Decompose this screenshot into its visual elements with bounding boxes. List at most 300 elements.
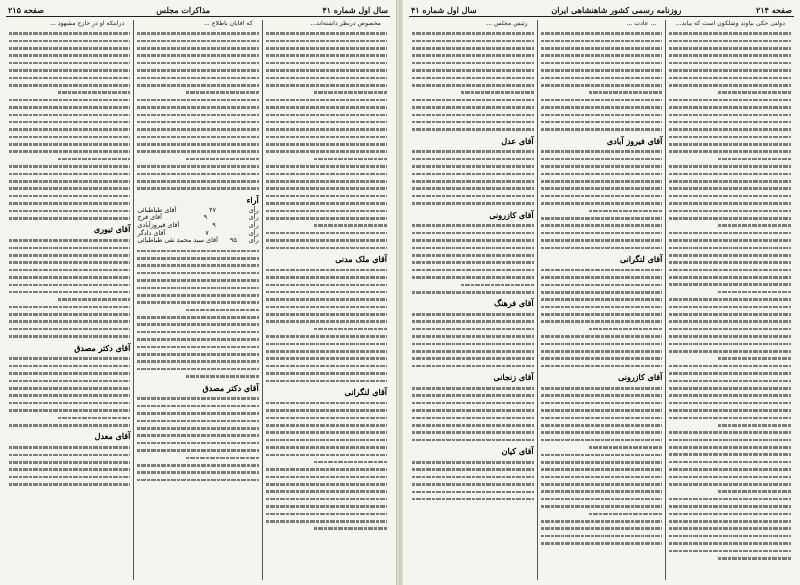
right-column-3-text-e: [412, 387, 534, 441]
text-line: [137, 99, 258, 102]
text-line: [9, 165, 130, 168]
vote-candidate: آقای دادگر: [137, 228, 166, 237]
text-line: [9, 372, 130, 375]
text-line: [266, 505, 387, 508]
text-line: [9, 40, 130, 43]
text-line: [669, 335, 791, 338]
text-line: [669, 69, 791, 72]
text-line: [718, 291, 791, 294]
text-line: [9, 173, 130, 176]
text-line: [541, 69, 663, 72]
right-page-number: صفحه ۲۱۴: [756, 5, 792, 15]
vote-unit: رأی: [248, 213, 259, 222]
text-line: [314, 328, 387, 331]
text-line: [266, 173, 387, 176]
text-line: [137, 301, 258, 304]
text-line: [541, 431, 663, 434]
left-page-issue: سال اول شماره ۴۱: [322, 5, 388, 15]
text-line: [541, 424, 663, 427]
text-line: [137, 434, 258, 437]
text-line: [669, 232, 791, 235]
text-line: [266, 47, 387, 50]
text-line: [266, 335, 387, 338]
text-line: [412, 54, 534, 57]
text-line: [669, 520, 791, 523]
left-column-3-text-d: [9, 446, 130, 486]
text-line: [412, 239, 534, 242]
text-line: [186, 375, 259, 378]
text-line: [669, 468, 791, 471]
text-line: [412, 202, 534, 205]
text-line: [412, 468, 534, 471]
left-column-3-subhead-3: آقای معدل: [94, 431, 131, 442]
text-line: [541, 77, 663, 80]
vote-row: [137, 237, 258, 245]
text-line: [412, 417, 534, 420]
text-line: [669, 84, 791, 87]
text-line: [541, 158, 663, 161]
text-line: [9, 357, 130, 360]
text-line: [137, 397, 258, 400]
left-page-columns: [6, 20, 390, 580]
text-line: [589, 91, 662, 94]
text-line: [718, 158, 791, 161]
text-line: [541, 335, 663, 338]
text-line: [669, 217, 791, 220]
text-line: [541, 284, 663, 287]
text-line: [669, 550, 791, 553]
text-line: [412, 402, 534, 405]
right-column-3-text-a: [412, 32, 534, 131]
text-line: [9, 454, 130, 457]
text-line: [669, 417, 791, 420]
text-line: [412, 365, 534, 368]
text-line: [137, 114, 258, 117]
text-line: [137, 464, 258, 467]
text-line: [58, 91, 131, 94]
text-line: [669, 446, 791, 449]
text-line: [266, 298, 387, 301]
text-line: [137, 47, 258, 50]
text-line: [9, 284, 130, 287]
text-line: [589, 513, 662, 516]
text-line: [669, 40, 791, 43]
text-line: [266, 165, 387, 168]
text-line: [541, 306, 663, 309]
text-line: [669, 62, 791, 65]
right-column-1: [666, 20, 794, 580]
right-column-2-intro: ... عادت ...: [626, 20, 657, 27]
text-line: [541, 439, 663, 442]
text-line: [266, 128, 387, 131]
text-line: [461, 284, 534, 287]
text-line: [137, 264, 258, 267]
right-column-3-text-f: [412, 461, 534, 501]
text-line: [9, 461, 130, 464]
text-line: [412, 343, 534, 346]
text-line: [137, 136, 258, 139]
text-line: [266, 202, 387, 205]
text-line: [9, 402, 130, 405]
text-line: [186, 158, 259, 161]
text-line: [137, 331, 258, 334]
text-line: [541, 173, 663, 176]
text-line: [137, 32, 258, 35]
text-line: [412, 32, 534, 35]
text-line: [718, 91, 791, 94]
text-line: [137, 479, 258, 482]
right-column-3-subhead-4: آقای زنجانی: [493, 372, 534, 383]
text-line: [541, 542, 663, 545]
text-line: [266, 106, 387, 109]
text-line: [541, 150, 663, 153]
text-line: [541, 47, 663, 50]
right-column-3: [409, 20, 538, 580]
text-line: [137, 54, 258, 57]
text-line: [412, 424, 534, 427]
text-line: [541, 498, 663, 501]
text-line: [9, 150, 130, 153]
text-line: [266, 99, 387, 102]
text-line: [314, 224, 387, 227]
text-line: [266, 54, 387, 57]
text-line: [314, 461, 387, 464]
vote-count: ۹: [203, 213, 208, 222]
left-column-1-text-a: [266, 32, 387, 249]
text-line: [266, 217, 387, 220]
text-line: [669, 394, 791, 397]
text-line: [9, 380, 130, 383]
text-line: [541, 276, 663, 279]
text-line: [9, 69, 130, 72]
text-line: [541, 454, 663, 457]
vote-candidate: آقای طباطبائی: [137, 205, 177, 214]
left-column-1-subhead-2: آقای لنگرانی: [344, 386, 387, 397]
left-column-1-intro: مخصوص درنظر داشته‌اند...: [310, 20, 381, 27]
text-line: [137, 77, 258, 80]
right-column-3-intro: رئیس مجلس ...: [486, 20, 528, 27]
text-line: [9, 114, 130, 117]
text-line: [589, 446, 662, 449]
vote-table: [137, 207, 258, 245]
text-line: [412, 431, 534, 434]
text-line: [412, 40, 534, 43]
text-line: [137, 257, 258, 260]
text-line: [9, 365, 130, 368]
vote-unit: رأی: [248, 205, 259, 214]
text-line: [137, 150, 258, 153]
text-line: [461, 91, 534, 94]
text-line: [266, 143, 387, 146]
text-line: [669, 180, 791, 183]
left-column-3: [6, 20, 134, 580]
text-line: [266, 380, 387, 383]
text-line: [669, 121, 791, 124]
text-line: [412, 77, 534, 80]
text-line: [541, 121, 663, 124]
text-line: [412, 387, 534, 390]
text-line: [266, 187, 387, 190]
text-line: [541, 527, 663, 530]
text-line: [266, 32, 387, 35]
right-column-2-subhead-3: آقای کازرونی: [618, 372, 663, 383]
text-line: [412, 291, 534, 294]
text-line: [266, 62, 387, 65]
vote-candidate: آقای فیروزآبادی: [137, 220, 180, 229]
vote-unit: رأی: [248, 236, 259, 245]
text-line: [669, 535, 791, 538]
text-line: [266, 343, 387, 346]
text-line: [412, 62, 534, 65]
vote-candidate: آقای فرج: [137, 213, 162, 222]
text-line: [541, 84, 663, 87]
text-line: [266, 454, 387, 457]
text-line: [186, 309, 259, 312]
text-line: [137, 143, 258, 146]
right-column-2-text-d: [541, 387, 663, 545]
text-line: [137, 412, 258, 415]
left-column-1-text-b: [266, 269, 387, 382]
text-line: [412, 121, 534, 124]
text-line: [669, 187, 791, 190]
text-line: [137, 187, 258, 190]
text-line: [9, 143, 130, 146]
text-line: [266, 498, 387, 501]
text-line: [412, 498, 534, 501]
text-line: [669, 136, 791, 139]
text-line: [266, 446, 387, 449]
text-line: [718, 357, 791, 360]
text-line: [669, 128, 791, 131]
text-line: [541, 535, 663, 538]
text-line: [541, 365, 663, 368]
text-line: [412, 69, 534, 72]
text-line: [541, 180, 663, 183]
text-line: [9, 313, 130, 316]
text-line: [412, 313, 534, 316]
text-line: [266, 114, 387, 117]
text-line: [669, 313, 791, 316]
text-line: [541, 505, 663, 508]
text-line: [266, 476, 387, 479]
text-line: [669, 298, 791, 301]
text-line: [669, 269, 791, 272]
vote-count: ۴۷: [209, 205, 216, 214]
text-line: [266, 77, 387, 80]
text-line: [9, 32, 130, 35]
text-line: [669, 32, 791, 35]
text-line: [9, 261, 130, 264]
text-line: [718, 424, 791, 427]
text-line: [137, 346, 258, 349]
text-line: [266, 468, 387, 471]
text-line: [266, 136, 387, 139]
text-line: [541, 195, 663, 198]
text-line: [669, 343, 791, 346]
text-line: [137, 338, 258, 341]
text-line: [412, 84, 534, 87]
right-page: [403, 0, 800, 585]
text-line: [669, 202, 791, 205]
right-column-2: [538, 20, 667, 580]
text-line: [9, 99, 130, 102]
text-line: [9, 446, 130, 449]
text-line: [137, 287, 258, 290]
text-line: [669, 453, 791, 456]
text-line: [266, 247, 387, 250]
text-line: [266, 372, 387, 375]
text-line: [669, 542, 791, 545]
text-line: [412, 357, 534, 360]
text-line: [589, 210, 662, 213]
text-line: [266, 520, 387, 523]
text-line: [669, 476, 791, 479]
text-line: [314, 91, 387, 94]
text-line: [541, 394, 663, 397]
left-column-2-intro: که آقایان باطلاع ...: [203, 20, 253, 27]
left-page: [0, 0, 397, 585]
text-line: [412, 180, 534, 183]
text-line: [669, 99, 791, 102]
left-column-2-vote-title: آراء: [246, 194, 259, 205]
right-column-3-subhead-2: آقای کازرونی: [489, 209, 534, 220]
text-line: [541, 357, 663, 360]
text-line: [669, 527, 791, 530]
text-line: [266, 313, 387, 316]
text-line: [669, 261, 791, 264]
text-line: [412, 47, 534, 50]
text-line: [9, 121, 130, 124]
text-line: [137, 62, 258, 65]
text-line: [541, 269, 663, 272]
text-line: [9, 409, 130, 412]
text-line: [266, 150, 387, 153]
text-line: [718, 224, 791, 227]
left-column-2: [134, 20, 262, 580]
left-column-3-text-c: [9, 357, 130, 426]
text-line: [9, 195, 130, 198]
right-column-3-subhead-3: آقای فرهنگ: [494, 298, 534, 309]
text-line: [9, 77, 130, 80]
text-line: [541, 520, 663, 523]
text-line: [9, 202, 130, 205]
text-line: [412, 247, 534, 250]
text-line: [541, 490, 663, 493]
text-line: [137, 106, 258, 109]
text-line: [669, 350, 791, 353]
text-line: [541, 320, 663, 323]
text-line: [137, 471, 258, 474]
text-line: [412, 173, 534, 176]
text-line: [137, 449, 258, 452]
text-line: [266, 269, 387, 272]
text-line: [266, 180, 387, 183]
text-line: [669, 409, 791, 412]
text-line: [541, 106, 663, 109]
text-line: [412, 350, 534, 353]
text-line: [266, 210, 387, 213]
text-line: [669, 239, 791, 242]
text-line: [412, 394, 534, 397]
text-line: [9, 254, 130, 257]
text-line: [9, 210, 130, 213]
right-column-3-text-d: [412, 313, 534, 367]
text-line: [9, 128, 130, 131]
right-page-title: روزنامه رسمی کشور شاهنشاهی ایران: [551, 5, 682, 15]
text-line: [186, 457, 259, 460]
right-column-3-text-c: [412, 224, 534, 293]
text-line: [541, 128, 663, 131]
text-line: [266, 424, 387, 427]
text-line: [669, 387, 791, 390]
right-column-2-text-a: [541, 32, 663, 131]
text-line: [58, 158, 131, 161]
text-line: [137, 405, 258, 408]
text-line: [412, 491, 534, 494]
text-line: [137, 40, 258, 43]
text-line: [669, 431, 791, 434]
text-line: [541, 54, 663, 57]
text-line: [412, 114, 534, 117]
right-column-1-text: [669, 32, 791, 559]
right-page-header: [409, 4, 794, 17]
text-line: [9, 84, 130, 87]
text-line: [266, 350, 387, 353]
text-line: [9, 476, 130, 479]
text-line: [266, 284, 387, 287]
text-line: [266, 402, 387, 405]
text-line: [137, 180, 258, 183]
text-line: [9, 136, 130, 139]
text-line: [412, 439, 534, 442]
text-line: [137, 294, 258, 297]
text-line: [266, 276, 387, 279]
text-line: [669, 254, 791, 257]
vote-count: ۹۵: [229, 236, 237, 245]
text-line: [137, 442, 258, 445]
text-line: [9, 106, 130, 109]
text-line: [541, 32, 663, 35]
text-line: [9, 247, 130, 250]
text-line: [137, 427, 258, 430]
text-line: [669, 498, 791, 501]
text-line: [9, 387, 130, 390]
text-line: [137, 279, 258, 282]
text-line: [412, 195, 534, 198]
text-line: [137, 128, 258, 131]
text-line: [9, 47, 130, 50]
text-line: [541, 461, 663, 464]
text-line: [541, 62, 663, 65]
text-line: [669, 276, 791, 279]
text-line: [266, 417, 387, 420]
text-line: [58, 298, 131, 301]
text-line: [669, 283, 791, 286]
text-line: [412, 187, 534, 190]
text-line: [669, 505, 791, 508]
text-line: [9, 62, 130, 65]
text-line: [412, 409, 534, 412]
text-line: [266, 409, 387, 412]
text-line: [137, 368, 258, 371]
right-column-2-text-b: [541, 150, 663, 249]
right-page-columns: [409, 20, 794, 580]
text-line: [541, 217, 663, 220]
text-line: [266, 365, 387, 368]
text-line: [9, 394, 130, 397]
text-line: [541, 468, 663, 471]
text-line: [9, 269, 130, 272]
